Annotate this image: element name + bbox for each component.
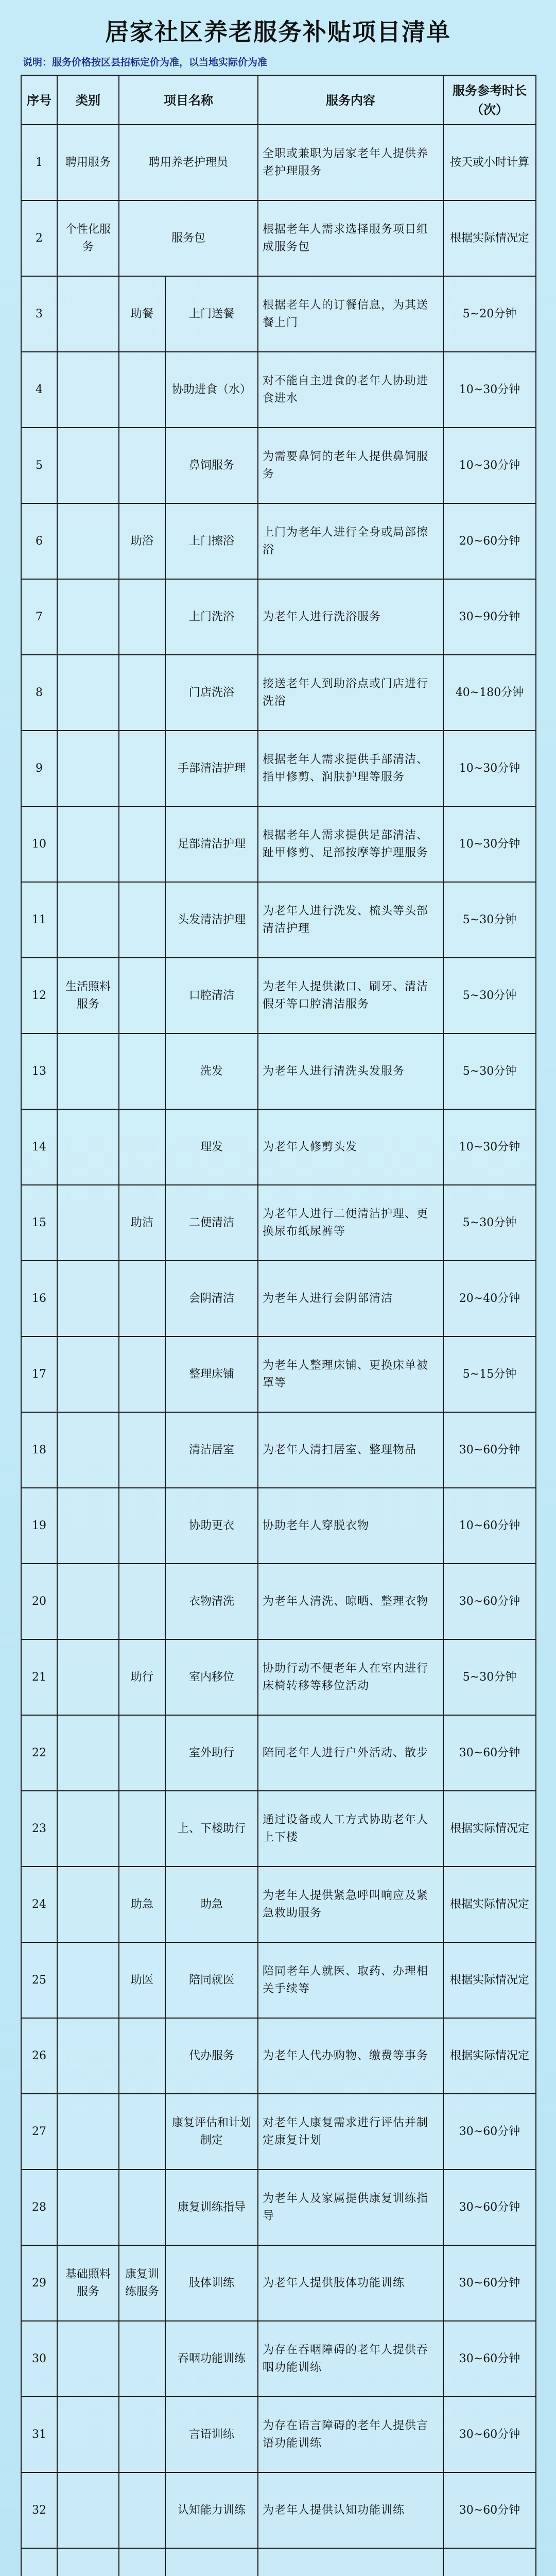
row-duration: 5~30分钟 bbox=[443, 1033, 536, 1109]
table-row bbox=[21, 655, 536, 731]
row-number: 26 bbox=[21, 2018, 57, 2094]
row-content: 全职或兼职为居家老年人提供养老护理服务 bbox=[258, 125, 443, 200]
row-number: 6 bbox=[21, 503, 57, 579]
row-duration: 5~30分钟 bbox=[443, 958, 536, 1033]
table-row bbox=[21, 1564, 536, 1639]
table-row bbox=[21, 2245, 536, 2321]
row-item: 肢体训练 bbox=[165, 2245, 258, 2321]
row-category bbox=[57, 1261, 119, 1336]
row-subcategory: 助洁 bbox=[119, 1185, 165, 1261]
row-content: 为老年人清扫居室、整理物品 bbox=[258, 1412, 443, 1488]
row-duration: 10~30分钟 bbox=[443, 731, 536, 806]
row-category bbox=[57, 731, 119, 806]
row-category bbox=[57, 1412, 119, 1488]
row-item: 室外助行 bbox=[165, 1715, 258, 1791]
row-item: 陪同就医 bbox=[165, 1942, 258, 2018]
row-item: 聘用养老护理员 bbox=[119, 125, 258, 200]
row-subcategory bbox=[119, 428, 165, 503]
header-duration: 服务参考时长（次） bbox=[443, 75, 536, 125]
row-category bbox=[57, 1488, 119, 1564]
row-category bbox=[57, 1715, 119, 1791]
row-category: 聘用服务 bbox=[57, 125, 119, 200]
row-category bbox=[57, 806, 119, 882]
row-content: 通过设备或人工方式协助老年人上下楼 bbox=[258, 1791, 443, 1867]
row-item: 认知能力训练 bbox=[165, 2472, 258, 2548]
row-duration: 30~60分钟 bbox=[443, 2397, 536, 2472]
row-subcategory bbox=[119, 806, 165, 882]
row-duration: 根据实际情况定 bbox=[443, 200, 536, 276]
table-row bbox=[21, 503, 536, 579]
row-number: 18 bbox=[21, 1412, 57, 1488]
row-item: 吞咽功能训练 bbox=[165, 2321, 258, 2397]
table-row bbox=[21, 125, 536, 200]
row-duration: 40~180分钟 bbox=[443, 655, 536, 731]
row-content: 为老年人及家属提供康复训练指导 bbox=[258, 2170, 443, 2245]
row-item: 足部清洁护理 bbox=[165, 806, 258, 882]
row-item: 代办服务 bbox=[165, 2018, 258, 2094]
row-subcategory bbox=[119, 1412, 165, 1488]
row-number: 7 bbox=[21, 579, 57, 655]
row-duration: 5~15分钟 bbox=[443, 1336, 536, 1412]
table-row bbox=[21, 882, 536, 958]
row-number: 23 bbox=[21, 1791, 57, 1867]
table-row bbox=[21, 806, 536, 882]
row-content: 协助老年人穿脱衣物 bbox=[258, 1488, 443, 1564]
row-content: 为老年人进行洗浴服务 bbox=[258, 579, 443, 655]
row-subcategory: 助餐 bbox=[119, 276, 165, 352]
row-number: 13 bbox=[21, 1033, 57, 1109]
row-duration: 30~90分钟 bbox=[443, 579, 536, 655]
row-content: 为老年人整理床铺、更换床单被罩等 bbox=[258, 1336, 443, 1412]
row-content: 陪同老年人就医、取药、办理相关手续等 bbox=[258, 1942, 443, 2018]
row-category: 个性化服务 bbox=[57, 200, 119, 276]
row-subcategory bbox=[119, 2018, 165, 2094]
row-number: 12 bbox=[21, 958, 57, 1033]
row-item: 服务包 bbox=[119, 200, 258, 276]
row-item: 洗发 bbox=[165, 1033, 258, 1109]
row-category bbox=[57, 579, 119, 655]
row-duration: 20~40分钟 bbox=[443, 1261, 536, 1336]
table-row bbox=[21, 1336, 536, 1412]
row-number: 5 bbox=[21, 428, 57, 503]
row-item: 清洁居室 bbox=[165, 1412, 258, 1488]
row-category bbox=[57, 352, 119, 428]
row-category bbox=[57, 1033, 119, 1109]
table-row bbox=[21, 276, 536, 352]
service-table bbox=[21, 75, 536, 2576]
row-number: 31 bbox=[21, 2397, 57, 2472]
row-category bbox=[57, 1109, 119, 1185]
row-item: 整理床铺 bbox=[165, 1336, 258, 1412]
table-row bbox=[21, 1488, 536, 1564]
row-item: 上、下楼助行 bbox=[165, 1791, 258, 1867]
table-row bbox=[21, 1791, 536, 1867]
row-duration: 30~60分钟 bbox=[443, 2170, 536, 2245]
row-number: 22 bbox=[21, 1715, 57, 1791]
row-subcategory bbox=[119, 2321, 165, 2397]
row-subcategory bbox=[119, 1261, 165, 1336]
row-number: 11 bbox=[21, 882, 57, 958]
row-duration: 5~30分钟 bbox=[443, 1639, 536, 1715]
row-content: 为老年人进行二便清洁护理、更换尿布纸尿裤等 bbox=[258, 1185, 443, 1261]
row-duration: 30~60分钟 bbox=[443, 2472, 536, 2548]
row-category bbox=[57, 428, 119, 503]
row-duration: 10~30分钟 bbox=[443, 1109, 536, 1185]
header-item: 项目名称 bbox=[119, 75, 258, 125]
header-no: 序号 bbox=[21, 75, 57, 125]
row-subcategory bbox=[119, 2397, 165, 2472]
row-content: 为存在语言障碍的老年人提供言语功能训练 bbox=[258, 2397, 443, 2472]
row-item: 头发清洁护理 bbox=[165, 882, 258, 958]
table-row bbox=[21, 1715, 536, 1791]
table-body bbox=[21, 125, 536, 2576]
row-category bbox=[57, 503, 119, 579]
row-duration: 10~30分钟 bbox=[443, 428, 536, 503]
row-category bbox=[57, 882, 119, 958]
row-subcategory bbox=[119, 579, 165, 655]
row-item: 上门洗浴 bbox=[165, 579, 258, 655]
table-row bbox=[21, 1412, 536, 1488]
row-duration: 10~30分钟 bbox=[443, 352, 536, 428]
row-category bbox=[57, 2018, 119, 2094]
row-content: 为存在吞咽障碍的老年人提供吞咽功能训练 bbox=[258, 2321, 443, 2397]
row-content: 为老年人进行清洗头发服务 bbox=[258, 1033, 443, 1109]
row-subcategory bbox=[119, 731, 165, 806]
row-duration: 30~60分钟 bbox=[443, 2245, 536, 2321]
row-category bbox=[57, 1336, 119, 1412]
row-category bbox=[57, 2170, 119, 2245]
row-category bbox=[57, 655, 119, 731]
table-row bbox=[21, 958, 536, 1033]
table-row bbox=[21, 1639, 536, 1715]
row-number: 10 bbox=[21, 806, 57, 882]
row-content: 根据老年人需求提供足部清洁、趾甲修剪、足部按摩等护理服务 bbox=[258, 806, 443, 882]
row-content: 对不能自主进食的老年人协助进食进水 bbox=[258, 352, 443, 428]
row-content: 为老年人进行洗发、梳头等头部清洁护理 bbox=[258, 882, 443, 958]
table-row bbox=[21, 2548, 536, 2576]
row-item: 康复训练指导 bbox=[165, 2170, 258, 2245]
row-subcategory bbox=[119, 1336, 165, 1412]
table-row bbox=[21, 1942, 536, 2018]
row-duration: 30~60分钟 bbox=[443, 2321, 536, 2397]
row-number: 28 bbox=[21, 2170, 57, 2245]
row-duration: 根据实际情况定 bbox=[443, 1791, 536, 1867]
row-number: 20 bbox=[21, 1564, 57, 1639]
table-row bbox=[21, 2018, 536, 2094]
row-content: 根据老年人需求提供手部清洁、指甲修剪、润肤护理等服务 bbox=[258, 731, 443, 806]
row-number: 32 bbox=[21, 2472, 57, 2548]
row-item: 会阴清洁 bbox=[165, 1261, 258, 1336]
row-content: 根据老年人的订餐信息，为其送餐上门 bbox=[258, 276, 443, 352]
row-item: 助急 bbox=[165, 1867, 258, 1942]
table-row bbox=[21, 200, 536, 276]
row-content: 为老年人修剪头发 bbox=[258, 1109, 443, 1185]
row-number: 19 bbox=[21, 1488, 57, 1564]
row-category bbox=[57, 2397, 119, 2472]
row-number: 21 bbox=[21, 1639, 57, 1715]
page-title: 居家社区养老服务补贴项目清单 bbox=[105, 18, 451, 46]
row-content: 协助行动不便老年人在室内进行床椅转移等移位活动 bbox=[258, 1639, 443, 1715]
row-subcategory: 康复训练服务 bbox=[119, 2245, 165, 2321]
row-duration: 根据实际情况定 bbox=[443, 2018, 536, 2094]
row-subcategory bbox=[119, 2094, 165, 2170]
row-category bbox=[57, 276, 119, 352]
row-item: 协助更衣 bbox=[165, 1488, 258, 1564]
table-row bbox=[21, 1185, 536, 1261]
row-duration bbox=[443, 2548, 536, 2576]
row-category bbox=[57, 1942, 119, 2018]
table-header-row bbox=[21, 75, 536, 125]
row-category: 基础照料服务 bbox=[57, 2245, 119, 2321]
row-subcategory bbox=[119, 1564, 165, 1639]
row-number: 2 bbox=[21, 200, 57, 276]
row-number: 3 bbox=[21, 276, 57, 352]
row-number: 8 bbox=[21, 655, 57, 731]
row-duration: 10~60分钟 bbox=[443, 1488, 536, 1564]
row-content: 根据老年人需求选择服务项目组成服务包 bbox=[258, 200, 443, 276]
row-number: 15 bbox=[21, 1185, 57, 1261]
row-number: 14 bbox=[21, 1109, 57, 1185]
header-category: 类别 bbox=[57, 75, 119, 125]
row-duration: 根据实际情况定 bbox=[443, 1867, 536, 1942]
row-number: 30 bbox=[21, 2321, 57, 2397]
row-number: 29 bbox=[21, 2245, 57, 2321]
row-subcategory bbox=[119, 2170, 165, 2245]
row-category bbox=[57, 1639, 119, 1715]
row-content bbox=[258, 2548, 443, 2576]
row-number: 17 bbox=[21, 1336, 57, 1412]
row-subcategory bbox=[119, 655, 165, 731]
row-subcategory bbox=[119, 2548, 165, 2576]
row-item: 理发 bbox=[165, 1109, 258, 1185]
row-item: 上门擦浴 bbox=[165, 503, 258, 579]
row-item: 康复评估和计划制定 bbox=[165, 2094, 258, 2170]
row-category bbox=[57, 2472, 119, 2548]
row-duration: 5~20分钟 bbox=[443, 276, 536, 352]
row-item: 门店洗浴 bbox=[165, 655, 258, 731]
row-content: 为老年人提供认知功能训练 bbox=[258, 2472, 443, 2548]
row-subcategory bbox=[119, 958, 165, 1033]
row-duration: 5~30分钟 bbox=[443, 882, 536, 958]
row-item: 鼻饲服务 bbox=[165, 428, 258, 503]
row-duration: 按天或小时计算 bbox=[443, 125, 536, 200]
row-number: 16 bbox=[21, 1261, 57, 1336]
row-content: 上门为老年人进行全身或局部擦浴 bbox=[258, 503, 443, 579]
table-row bbox=[21, 1261, 536, 1336]
row-content: 为老年人代办购物、缴费等事务 bbox=[258, 2018, 443, 2094]
row-number bbox=[21, 2548, 57, 2576]
row-item: 言语训练 bbox=[165, 2397, 258, 2472]
row-category bbox=[57, 2094, 119, 2170]
row-item: 口腔清洁 bbox=[165, 958, 258, 1033]
row-category bbox=[57, 2548, 119, 2576]
row-number: 25 bbox=[21, 1942, 57, 2018]
page-note: 说明：服务价格按区县招标定价为准，以当地实际价为准 bbox=[23, 57, 268, 68]
row-item bbox=[165, 2548, 258, 2576]
row-duration: 30~60分钟 bbox=[443, 1412, 536, 1488]
row-category bbox=[57, 1564, 119, 1639]
row-content: 为老年人提供漱口、刷牙、清洁假牙等口腔清洁服务 bbox=[258, 958, 443, 1033]
row-duration: 根据实际情况定 bbox=[443, 1942, 536, 2018]
row-number: 24 bbox=[21, 1867, 57, 1942]
table-row bbox=[21, 428, 536, 503]
row-duration: 5~30分钟 bbox=[443, 1185, 536, 1261]
row-subcategory: 助急 bbox=[119, 1867, 165, 1942]
row-item: 上门送餐 bbox=[165, 276, 258, 352]
row-content: 为老年人提供肢体功能训练 bbox=[258, 2245, 443, 2321]
row-duration: 10~30分钟 bbox=[443, 806, 536, 882]
row-number: 9 bbox=[21, 731, 57, 806]
row-subcategory: 助行 bbox=[119, 1639, 165, 1715]
table-row bbox=[21, 2321, 536, 2397]
row-category bbox=[57, 1185, 119, 1261]
row-item: 衣物清洗 bbox=[165, 1564, 258, 1639]
table-row bbox=[21, 1867, 536, 1942]
row-content: 为需要鼻饲的老年人提供鼻饲服务 bbox=[258, 428, 443, 503]
table-row bbox=[21, 579, 536, 655]
table-row bbox=[21, 2472, 536, 2548]
row-number: 1 bbox=[21, 125, 57, 200]
row-subcategory bbox=[119, 1033, 165, 1109]
table-row bbox=[21, 2397, 536, 2472]
row-number: 27 bbox=[21, 2094, 57, 2170]
table-row bbox=[21, 352, 536, 428]
header-content: 服务内容 bbox=[258, 75, 443, 125]
table-row bbox=[21, 2094, 536, 2170]
row-subcategory bbox=[119, 882, 165, 958]
row-item: 二便清洁 bbox=[165, 1185, 258, 1261]
row-content: 为老年人进行会阴部清洁 bbox=[258, 1261, 443, 1336]
row-subcategory bbox=[119, 1488, 165, 1564]
row-content: 接送老年人到助浴点或门店进行洗浴 bbox=[258, 655, 443, 731]
row-category bbox=[57, 1867, 119, 1942]
table-row bbox=[21, 1109, 536, 1185]
row-subcategory: 助医 bbox=[119, 1942, 165, 2018]
row-content: 对老年人康复需求进行评估并制定康复计划 bbox=[258, 2094, 443, 2170]
row-duration: 30~60分钟 bbox=[443, 2094, 536, 2170]
row-duration: 20~60分钟 bbox=[443, 503, 536, 579]
row-item: 手部清洁护理 bbox=[165, 731, 258, 806]
row-subcategory: 助浴 bbox=[119, 503, 165, 579]
row-category bbox=[57, 2321, 119, 2397]
row-subcategory bbox=[119, 1715, 165, 1791]
row-duration: 30~60分钟 bbox=[443, 1715, 536, 1791]
row-content: 为老年人清洗、晾晒、整理衣物 bbox=[258, 1564, 443, 1639]
row-category bbox=[57, 1791, 119, 1867]
table-row bbox=[21, 1033, 536, 1109]
row-item: 室内移位 bbox=[165, 1639, 258, 1715]
row-item: 协助进食（水） bbox=[165, 352, 258, 428]
row-subcategory bbox=[119, 2472, 165, 2548]
row-subcategory bbox=[119, 352, 165, 428]
row-subcategory bbox=[119, 1109, 165, 1185]
row-duration: 30~60分钟 bbox=[443, 1564, 536, 1639]
table-row bbox=[21, 731, 536, 806]
table-row bbox=[21, 2170, 536, 2245]
row-category: 生活照料服务 bbox=[57, 958, 119, 1033]
row-content: 为老年人提供紧急呼叫响应及紧急救助服务 bbox=[258, 1867, 443, 1942]
row-number: 4 bbox=[21, 352, 57, 428]
row-content: 陪同老年人进行户外活动、散步 bbox=[258, 1715, 443, 1791]
row-subcategory bbox=[119, 1791, 165, 1867]
